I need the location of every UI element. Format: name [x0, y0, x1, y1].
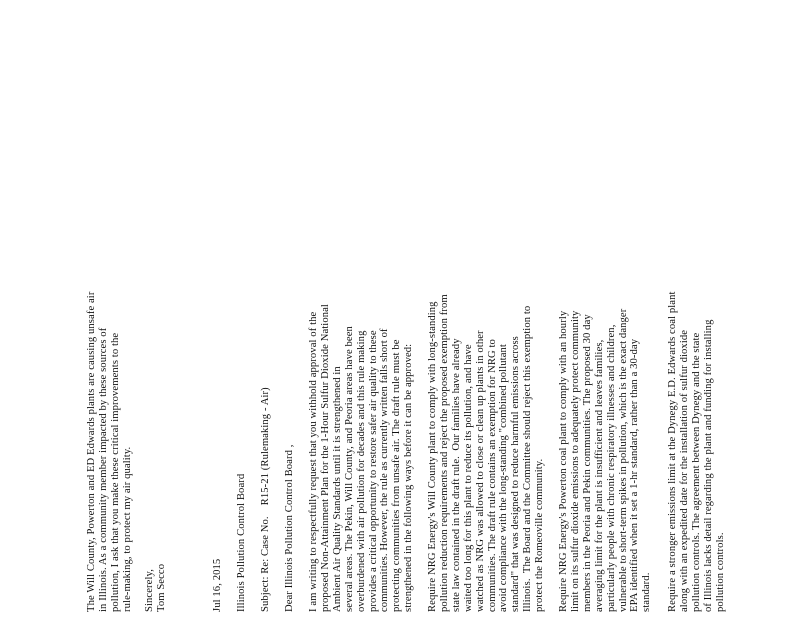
paragraph-line: watched as NRG was allowed to close or clean up plants in other [474, 330, 486, 612]
paragraph-ed-edwards [667, 2, 727, 612]
letter-signature: Tom Secco [155, 563, 167, 612]
paragraph-line: avoid compliance with the long-standing "combined pollutant [498, 344, 510, 612]
paragraph-will-county [427, 2, 546, 612]
paragraph-line: provides a critical opportunity to restore safer air quality to these [367, 330, 379, 612]
paragraph-line: EPA identified when it set a 1-hr standard, rather than a 30-day [629, 338, 641, 612]
paragraph-line: The Will County, Powerton and ED Edwards plants are causing unsafe air [86, 291, 97, 612]
paragraph-line: overburdened with air pollution for decades and this rule making [355, 330, 367, 612]
paragraph-line: Require NRG Energy's Will County plant to comply with long-standing [427, 301, 438, 612]
paragraph-line: standard. [641, 572, 653, 612]
letter-closing: Sincerely, [144, 569, 155, 612]
paragraph-line: Require NRG Energy's Powerton coal plant to comply with an hourly [558, 310, 569, 612]
paragraph-line: I am writing to respectfully request that you withhold approval of the [308, 311, 319, 612]
letter-closing-section [86, 2, 206, 612]
letter-date: Jul 16, 2015 [212, 558, 223, 612]
paragraph-line: members in the Peoria and Pekin communities. The proposed 30 day [581, 314, 593, 612]
paragraph-line: rule-making, to protect my air quality. [121, 446, 133, 612]
letter-body [212, 2, 726, 612]
paragraph-line: averaging limit for the plant is insufficient and leaves families, [593, 339, 605, 612]
paragraph-line: communities. The draft rule contains an exemption for NRG to [486, 339, 498, 612]
paragraph-line: state law contained in the draft rule. Our families have already [450, 338, 462, 612]
paragraph-line: pollution controls. [714, 532, 726, 612]
paragraph-line: communities. However, the rule as currently written falls short of [379, 328, 391, 612]
paragraph-line: pollution reduction requirements and reject the proposed exemption from [438, 294, 450, 612]
paragraph-line: along with an expedited date for the installation of sulfur dioxide [678, 329, 690, 612]
paragraph-line: waited too long for this plant to reduce its pollution, and have [462, 344, 474, 612]
paragraph-line: of Illinois lacks detail regarding the plant and funding for installing [702, 319, 714, 612]
letter-recipient: Illinois Pollution Control Board [236, 473, 247, 612]
paragraph-line: protect the Romeoville community. [534, 458, 546, 612]
paragraph-intro [308, 2, 415, 612]
paragraph-line: Illinois. The Board and the Committee should reject this exemption to [522, 305, 534, 612]
paragraph-powerton [558, 2, 653, 612]
paragraph-line: limit on its sulfur dioxide emissions to adequately protect community [569, 310, 581, 612]
paragraph-line: proposed Non-Attainment Plan for the 1-Hour Sulfur Dioxide National [319, 304, 331, 612]
paragraph-line: strengthened in the following ways before it can be approved: [403, 343, 415, 612]
paragraph-conclusion [86, 2, 134, 612]
paragraph-line: standard" that was designed to reduce harmful emissions across [510, 336, 522, 612]
paragraph-line: vulnerable to short-term spikes in pollution, which is the exact danger [617, 308, 629, 612]
letter-subject: Subject: Re: Case No. R15-21 (Rulemaking - Air) [260, 387, 271, 612]
paragraph-line: pollution, I ask that you make these critical improvements to the [109, 332, 121, 612]
letter-salutation: Dear Illinois Pollution Control Board , [284, 444, 295, 612]
paragraph-line: several areas. The Pekin, Will County, and Peoria areas have been [343, 326, 355, 612]
paragraph-line: in Illinois. As a community member impacted by these sources of [97, 327, 109, 612]
paragraph-line: pollution controls. The agreement between Dynegy and the state [690, 332, 702, 612]
paragraph-line: Require a stronger emissions limit at the Dynegy E.D. Edwards coal plant [667, 291, 678, 612]
paragraph-line: particularly people with chronic respiratory illnesses and children, [605, 324, 617, 612]
paragraph-line: Ambient Air Quality Standards until it is strengthened in [331, 366, 343, 612]
paragraph-line: protecting communities from unsafe air. The draft rule must be [391, 339, 403, 612]
